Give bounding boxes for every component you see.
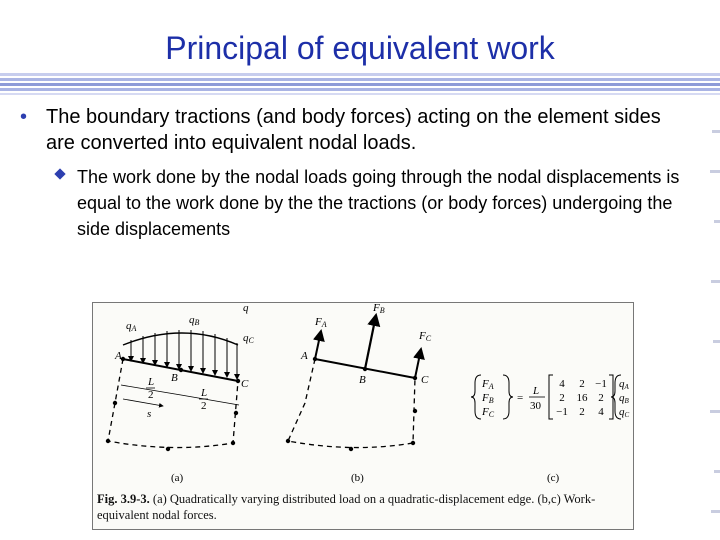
label-qC: qC xyxy=(243,332,254,345)
label-FB: FB xyxy=(373,303,385,315)
svg-text:−1: −1 xyxy=(556,406,568,418)
diamond-bullet-icon xyxy=(54,168,65,179)
svg-text:4: 4 xyxy=(559,378,565,390)
svg-text:2: 2 xyxy=(201,400,207,412)
eq-factor-num: L xyxy=(533,385,540,397)
panel-b-label: (b) xyxy=(351,472,364,484)
bullet-1-text: The boundary tractions (and body forces) acting on the element sides are converted into equivalent nodal loads. xyxy=(46,106,661,154)
textbook-figure xyxy=(92,302,634,530)
label-FC: FC xyxy=(419,330,432,343)
bullet-2-text: The work done by the nodal loads going through the nodal displacements is equal to the work done by the the tractions (or body forces) undergoing the side displacements xyxy=(77,167,680,239)
label-node-C-b: C xyxy=(421,374,429,386)
label-s: s xyxy=(147,408,152,420)
figure-caption xyxy=(97,491,627,523)
label-node-C: C xyxy=(241,378,249,390)
panel-a-diagram xyxy=(106,303,255,484)
label-q: q xyxy=(243,303,249,314)
svg-text:2: 2 xyxy=(579,406,585,418)
eq-factor-den: 30 xyxy=(530,400,541,412)
svg-text:2: 2 xyxy=(559,392,565,404)
eq-qA: qA xyxy=(619,378,629,391)
label-node-B: B xyxy=(171,372,178,384)
eq-qB: qB xyxy=(619,392,629,405)
figure-caption-label: Fig. 3.9-3. xyxy=(97,492,150,506)
label-qB: qB xyxy=(189,314,200,327)
slide-title: Principal of equivalent work xyxy=(165,30,555,66)
svg-text:−1: −1 xyxy=(595,378,607,390)
panel-a-label: (a) xyxy=(171,472,184,484)
bullet-dot-icon: • xyxy=(20,106,28,128)
label-qA: qA xyxy=(126,320,137,333)
svg-text:16: 16 xyxy=(576,392,588,404)
eq-qC: qC xyxy=(619,406,630,419)
svg-text:4: 4 xyxy=(598,406,604,418)
eq-FC: FC xyxy=(482,406,495,419)
figure-drawing xyxy=(93,303,633,489)
svg-text:2: 2 xyxy=(148,389,154,401)
panel-c-label: (c) xyxy=(547,472,560,484)
figure-caption-text: (a) Quadratically varying distributed load on a quadratic-displacement edge. (b,c) Work-equivalent nodal forces. xyxy=(97,492,596,522)
label-node-A-b: A xyxy=(301,350,308,362)
label-L-half-2: L xyxy=(201,387,208,399)
svg-text:2: 2 xyxy=(579,378,585,390)
eq-FB: FB xyxy=(482,392,494,405)
label-node-B-b: B xyxy=(359,374,366,386)
label-L-half-1: L xyxy=(148,376,155,388)
panel-c-equation xyxy=(471,375,630,484)
svg-text:2: 2 xyxy=(598,392,604,404)
panel-b-diagram xyxy=(286,303,432,484)
eq-FA: FA xyxy=(482,378,494,391)
svg-text:=: = xyxy=(517,392,524,404)
label-FA: FA xyxy=(315,316,327,329)
label-node-A: A xyxy=(115,350,122,362)
right-edge-decoration xyxy=(706,110,720,530)
title-underline-band xyxy=(0,73,720,101)
